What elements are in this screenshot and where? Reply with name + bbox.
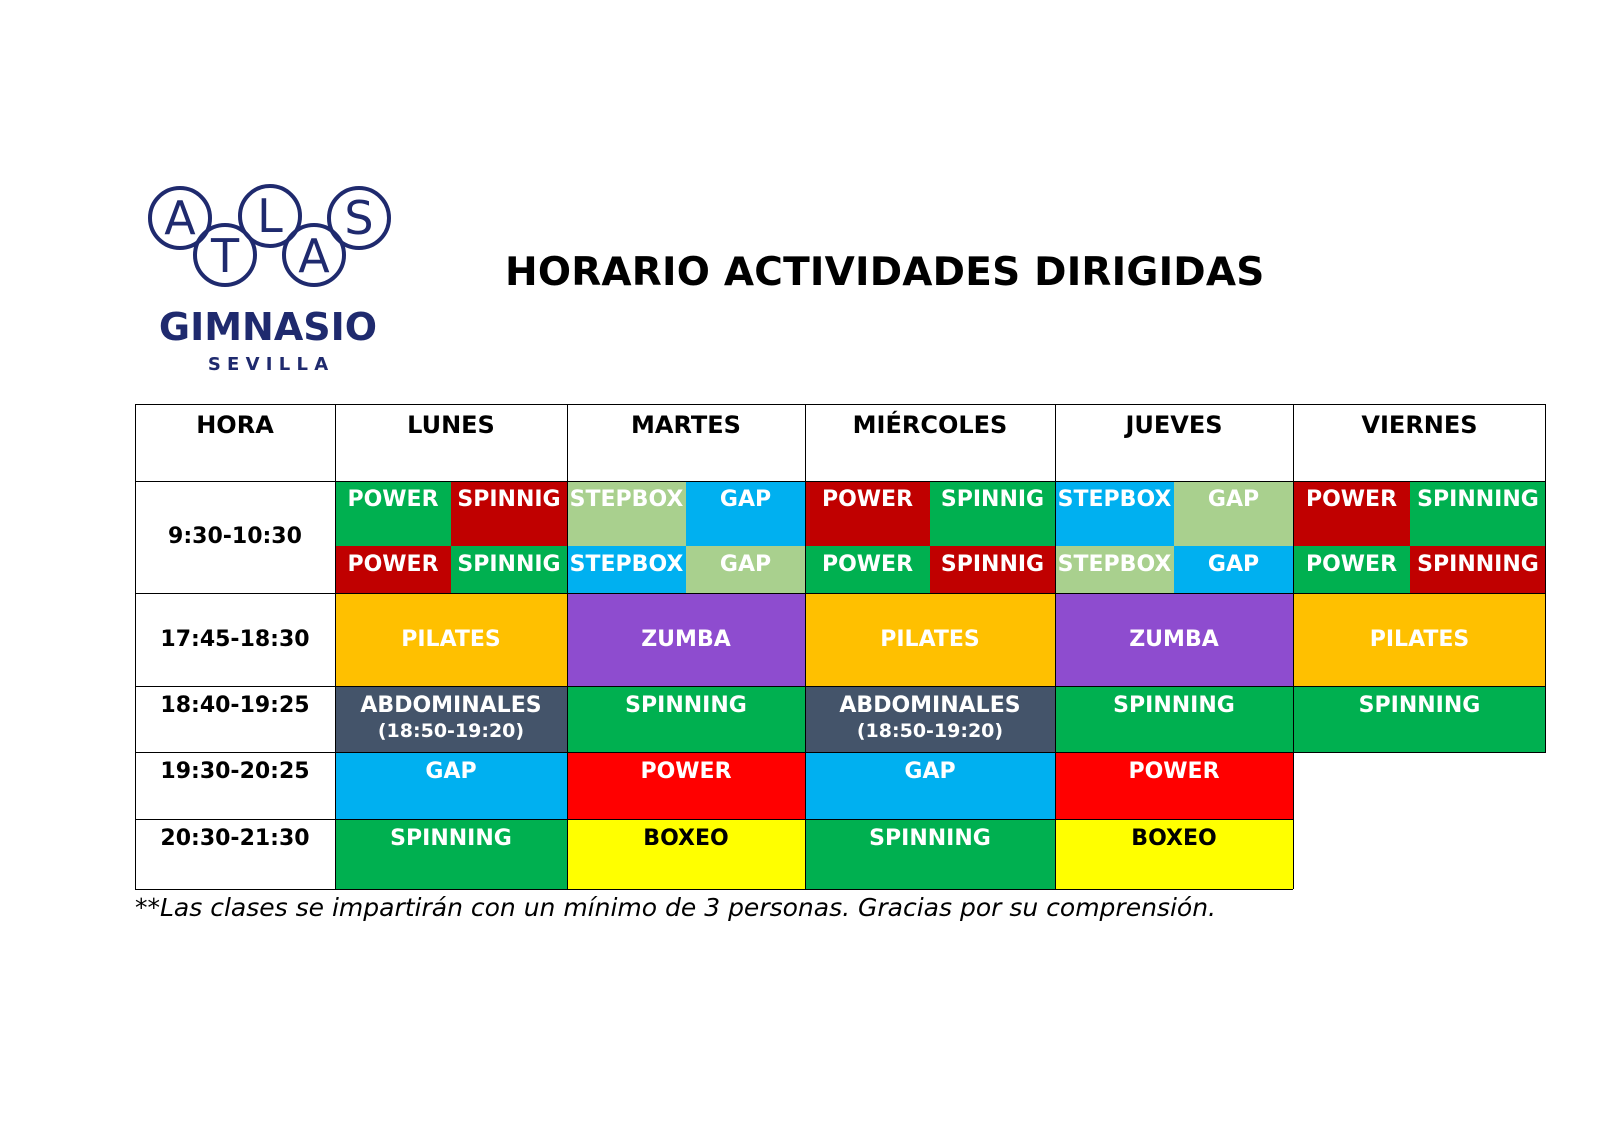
class-spinning: SPINNING xyxy=(1410,546,1546,593)
grid-line xyxy=(135,404,136,889)
class-gap: GAP xyxy=(335,752,567,819)
header-lunes: LUNES xyxy=(407,411,495,439)
class-spinning: SPINNING xyxy=(1293,686,1546,752)
class-spinning: SPINNIG xyxy=(930,481,1055,546)
grid-line xyxy=(135,404,1546,405)
class-power: POWER xyxy=(1293,546,1410,593)
time-slot: 9:30-10:30 xyxy=(168,524,302,550)
class-spinning: SPINNING xyxy=(1410,481,1546,546)
grid-line xyxy=(1055,404,1056,889)
grid-line xyxy=(135,752,1546,753)
class-zumba: ZUMBA xyxy=(567,593,805,686)
class-boxeo: BOXEO xyxy=(1055,819,1293,889)
grid-line xyxy=(135,593,1546,594)
class-abdominales xyxy=(335,686,567,752)
class-name: ABDOMINALES xyxy=(839,693,1021,718)
class-time-note: (18:50-19:20) xyxy=(856,719,1004,742)
class-gap: GAP xyxy=(805,752,1055,819)
grid-line xyxy=(135,481,1546,482)
class-stepbox: STEPBOX xyxy=(567,481,686,546)
class-gap: GAP xyxy=(686,546,805,593)
grid-line xyxy=(567,404,568,889)
grid-line xyxy=(135,819,1293,820)
class-power: POWER xyxy=(805,481,930,546)
class-pilates: PILATES xyxy=(1293,593,1546,686)
header-miercoles: MIÉRCOLES xyxy=(852,411,1008,439)
class-spinning: SPINNIG xyxy=(930,546,1055,593)
class-power: POWER xyxy=(805,546,930,593)
grid-line xyxy=(335,404,336,889)
class-spinning: SPINNING xyxy=(335,819,567,889)
class-stepbox: STEPBOX xyxy=(1055,546,1174,593)
class-pilates: PILATES xyxy=(805,593,1055,686)
time-slot: 19:30-20:25 xyxy=(160,759,310,784)
time-slot: 18:40-19:25 xyxy=(160,693,310,718)
grid-line xyxy=(805,404,806,889)
time-slot: 17:45-18:30 xyxy=(160,626,310,652)
class-power: POWER xyxy=(567,752,805,819)
class-power: POWER xyxy=(335,546,451,593)
logo-letter: T xyxy=(210,229,240,283)
class-spinning: SPINNING xyxy=(567,686,805,752)
logo-name: GIMNASIO xyxy=(158,305,378,349)
schedule-table xyxy=(135,404,1546,889)
class-spinning: SPINNIG xyxy=(451,546,567,593)
class-gap: GAP xyxy=(1174,481,1293,546)
class-power: POWER xyxy=(335,481,451,546)
header-hora: HORA xyxy=(196,411,274,439)
class-zumba: ZUMBA xyxy=(1055,593,1293,686)
class-power: POWER xyxy=(1055,752,1293,819)
class-gap: GAP xyxy=(686,481,805,546)
time-slot: 20:30-21:30 xyxy=(160,826,310,851)
class-abdominales xyxy=(805,686,1055,752)
class-spinning: SPINNIG xyxy=(451,481,567,546)
class-time-note: (18:50-19:20) xyxy=(377,719,525,742)
grid-line xyxy=(1545,404,1546,752)
class-gap: GAP xyxy=(1174,546,1293,593)
class-power: POWER xyxy=(1293,481,1410,546)
footnote: **Las clases se impartirán con un mínimo de 3 personas. Gracias por su comprensión. xyxy=(135,893,1216,922)
logo-letter: L xyxy=(257,189,283,243)
grid-line xyxy=(135,686,1546,687)
grid-line xyxy=(1293,404,1294,889)
logo-city: S E V I L L A xyxy=(207,354,329,375)
header-martes: MARTES xyxy=(631,411,741,439)
logo-rings-icon xyxy=(148,180,398,375)
class-spinning: SPINNING xyxy=(1055,686,1293,752)
class-name: ABDOMINALES xyxy=(360,693,542,718)
header-viernes: VIERNES xyxy=(1361,411,1478,439)
gym-logo xyxy=(148,180,398,375)
class-spinning: SPINNING xyxy=(805,819,1055,889)
logo-letter: S xyxy=(344,191,374,245)
header-jueves: JUEVES xyxy=(1125,411,1223,439)
logo-letter: A xyxy=(298,229,330,283)
class-boxeo: BOXEO xyxy=(567,819,805,889)
class-stepbox: STEPBOX xyxy=(567,546,686,593)
class-stepbox: STEPBOX xyxy=(1055,481,1174,546)
page-title: HORARIO ACTIVIDADES DIRIGIDAS xyxy=(505,250,1265,295)
logo-letter: A xyxy=(164,191,196,245)
grid-line xyxy=(135,889,1293,890)
class-pilates: PILATES xyxy=(335,593,567,686)
